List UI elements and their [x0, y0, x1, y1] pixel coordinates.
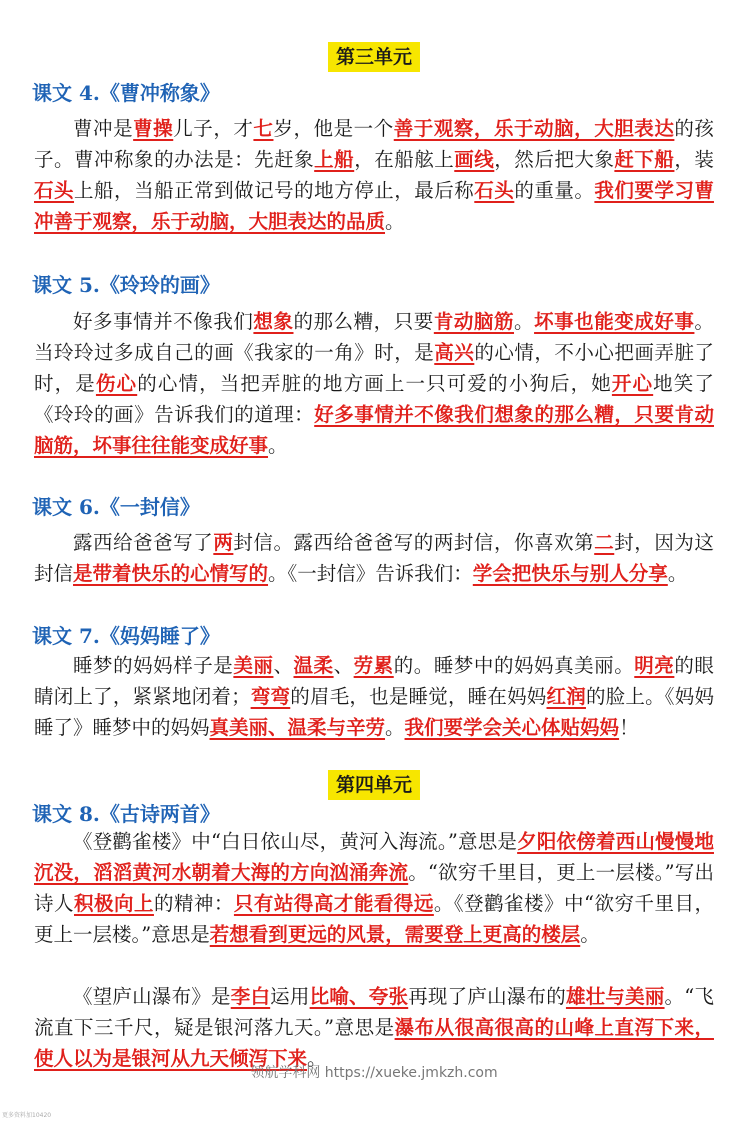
highlighted-answer: 两 [213, 531, 234, 554]
text-segment: ，在船舷上 [354, 148, 455, 171]
text-segment: 曹冲是 [73, 117, 134, 140]
text-segment: 再现了庐山瀑布的 [408, 985, 566, 1008]
highlighted-answer: 石头 [34, 179, 75, 202]
text-segment: 的眉毛，也是睡觉，睡在妈妈 [290, 685, 547, 708]
highlighted-answer: 二 [594, 531, 615, 554]
highlighted-answer: 只有站得高才能看得远 [233, 892, 434, 915]
highlighted-answer: 我们要学会关心体贴妈妈 [404, 716, 620, 739]
highlighted-answer: 善于观察，乐于动脑，大胆表达 [393, 117, 675, 140]
text-segment: 的精神： [153, 892, 234, 915]
text-segment: 封，因为这封信 [34, 531, 714, 585]
highlighted-answer: 劳累 [353, 654, 394, 677]
highlighted-answer: 想象 [253, 310, 294, 333]
footer-watermark: 领航学科网 https://xueke.jmkzh.com [250, 1065, 498, 1081]
text-segment: 上船，当船正常到做记号的地方停止，最后称 [74, 179, 475, 202]
text-segment: 的孩子。曹冲称象的办法是：先赶象 [34, 117, 714, 171]
corner-note: 更多资料加10420 [2, 1112, 52, 1119]
text-segment: ，然后把大象 [494, 148, 615, 171]
text-segment: 运用 [270, 985, 310, 1008]
highlighted-answer: 红润 [546, 685, 586, 708]
highlighted-answer: 学会把快乐与别人分享 [472, 562, 668, 585]
text-segment: 的。睡梦中的妈妈真美丽。 [393, 654, 635, 677]
highlighted-answer: 坏事也能变成好事 [534, 310, 695, 333]
text-segment: 儿子，才 [173, 117, 254, 140]
highlighted-answer: 若想看到更远的风景，需要登上更高的楼层 [209, 923, 581, 946]
highlighted-answer: 上船 [314, 148, 355, 171]
lesson-5-title: 课文 5.《玲玲的画》 [32, 273, 220, 297]
highlighted-answer: 是带着快乐的心情写的 [73, 562, 269, 585]
highlighted-answer: 李白 [230, 985, 271, 1008]
highlighted-answer: 温柔 [293, 654, 334, 677]
text-segment: 。《登鹳雀楼》中“欲穷千里目，更上一层楼。”意思是 [34, 892, 714, 946]
highlighted-answer: 美丽 [233, 654, 274, 677]
lesson-4-title: 课文 4.《曹冲称象》 [32, 81, 220, 105]
text-segment: 。“飞流直下三千尺，疑是银河落九天。”意思是 [34, 985, 714, 1039]
highlighted-answer: 七 [253, 117, 274, 140]
lesson-8-paragraph-2 [34, 981, 714, 1074]
text-segment: 《望庐山瀑布》是 [73, 985, 231, 1008]
text-segment: 。“欲穷千里目，更上一层楼。”写出诗人 [34, 861, 714, 915]
text-segment: 的心情，不小心把画弄脏了时，是 [34, 341, 714, 395]
lesson-7-paragraph [34, 650, 714, 743]
highlighted-answer: 雄壮与美丽 [565, 985, 665, 1008]
unit-3-heading: 第三单元 [328, 42, 420, 72]
text-segment: 《登鹳雀楼》中“白日依山尽，黄河入海流。”意思是 [73, 830, 518, 853]
text-segment: 的心情，当把弄脏的地方画上一只可爱的小狗后，她 [137, 372, 612, 395]
lesson-8-paragraph-1 [34, 826, 714, 950]
text-segment: 。 [268, 434, 288, 457]
text-segment: 。 [514, 310, 535, 333]
highlighted-answer: 画线 [454, 148, 495, 171]
text-segment: 、 [333, 654, 354, 677]
text-segment: 。《一封信》告诉我们： [268, 562, 473, 585]
highlighted-answer: 弯弯 [250, 685, 291, 708]
text-segment: 好多事情并不像我们 [73, 310, 254, 333]
lesson-7-title: 课文 7.《妈妈睡了》 [32, 624, 220, 648]
text-segment: 封信。露西给爸爸写的两封信，你喜欢第 [233, 531, 595, 554]
unit-4-heading: 第四单元 [328, 770, 420, 800]
text-segment: 、 [273, 654, 294, 677]
highlighted-answer: 好多事情并不像我们想象的那么糟，只要肯动脑筋，坏事往往能变成好事 [34, 403, 714, 457]
highlighted-answer: 高兴 [434, 341, 475, 364]
text-segment: ，装 [674, 148, 714, 171]
text-segment: 。当玲玲过多成自己的画《我家的一角》时，是 [34, 310, 714, 364]
text-segment: 的脸上。《妈妈睡了》睡梦中的妈妈 [34, 685, 714, 739]
lesson-5-paragraph [34, 306, 714, 461]
text-segment: 的那么糟，只要 [293, 310, 434, 333]
highlighted-answer: 明亮 [634, 654, 675, 677]
lesson-4-paragraph [34, 113, 714, 237]
text-segment: 岁，他是一个 [273, 117, 394, 140]
highlighted-answer: 比喻、夸张 [309, 985, 409, 1008]
text-segment: 地笑了《玲玲的画》告诉我们的道理： [34, 372, 714, 426]
highlighted-answer: 积极向上 [73, 892, 154, 915]
text-segment: 。 [385, 210, 405, 233]
highlighted-answer: 肯动脑筋 [433, 310, 515, 333]
text-segment: 的眼睛闭上了，紧紧地闭着； [34, 654, 714, 708]
highlighted-answer: 伤心 [95, 372, 138, 395]
lesson-6-paragraph [34, 527, 714, 589]
text-segment: 睡梦的妈妈样子是 [73, 654, 234, 677]
text-segment: 露西给爸爸写了 [73, 531, 214, 554]
text-segment: 。 [580, 923, 600, 946]
text-segment: ！ [619, 716, 639, 739]
text-segment: 。 [667, 562, 688, 585]
highlighted-answer: 夕阳依傍着西山慢慢地沉没，滔滔黄河水朝着大海的方向汹涌奔流 [34, 830, 714, 884]
highlighted-answer: 赶下船 [614, 148, 675, 171]
text-segment: 。 [307, 1047, 327, 1070]
text-segment: 。 [385, 716, 405, 739]
highlighted-answer: 瀑布从很高很高的山峰上直泻下来，使人以为是银河从九天倾泻下来 [34, 1016, 714, 1070]
highlighted-answer: 真美丽、温柔与辛劳 [209, 716, 386, 739]
highlighted-answer: 石头 [474, 179, 515, 202]
lesson-8-title: 课文 8.《古诗两首》 [32, 802, 220, 826]
lesson-6-title: 课文 6.《一封信》 [32, 495, 200, 519]
highlighted-answer: 曹操 [133, 117, 174, 140]
highlighted-answer: 开心 [611, 372, 654, 395]
text-segment: 的重量。 [514, 179, 595, 202]
highlighted-answer: 我们要学习曹冲善于观察，乐于动脑，大胆表达的品质 [34, 179, 714, 233]
